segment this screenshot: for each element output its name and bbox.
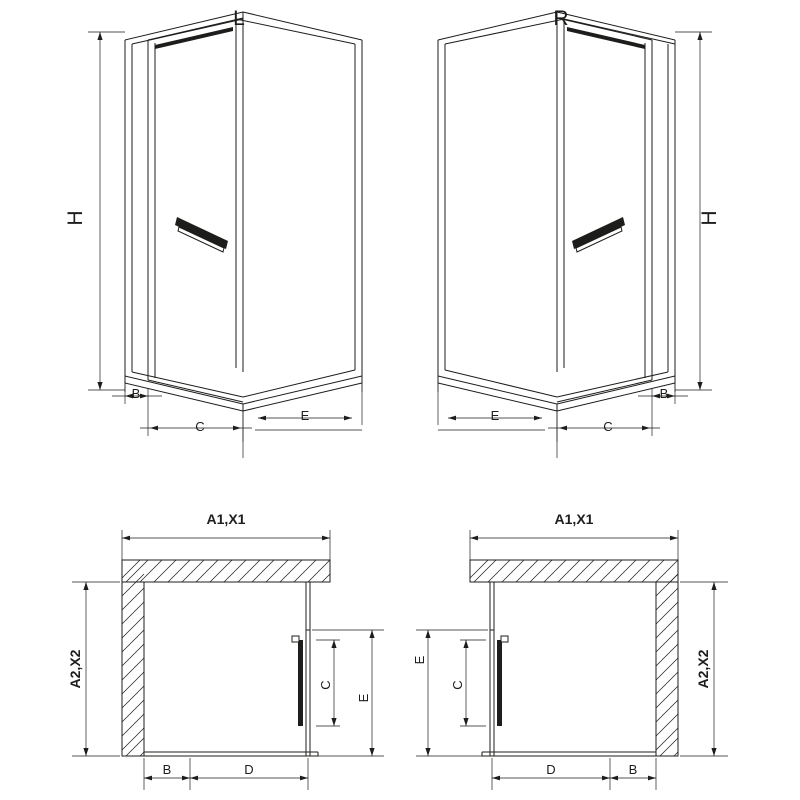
plan-right-label-d: D <box>546 762 556 777</box>
iso-left-view <box>64 7 362 458</box>
plan-left-label-e: E <box>356 693 371 703</box>
iso-right-label-e: E <box>490 408 500 423</box>
iso-right-tray <box>438 383 675 458</box>
iso-left-label-e: E <box>300 408 310 423</box>
plan-left-label-b: B <box>162 762 172 777</box>
plan-left-label-c: C <box>318 680 333 690</box>
plan-right-e-dimension <box>416 630 488 756</box>
iso-left-enclosure-frame <box>125 12 362 411</box>
plan-right-side-wall <box>656 574 678 756</box>
iso-right-view <box>438 7 721 458</box>
iso-right-enclosure-frame <box>438 12 675 411</box>
iso-left-height-dimension <box>88 32 125 390</box>
plan-right-top-wall <box>470 560 678 582</box>
plan-left-label-a1x1: A1,X1 <box>206 511 246 527</box>
plan-right-label-b: B <box>628 762 638 777</box>
plan-left-label-a2x2: A2,X2 <box>67 649 83 689</box>
iso-left-variant-label: L <box>233 7 245 30</box>
plan-left-door-leaf <box>292 636 303 726</box>
iso-left-door-handle <box>175 217 228 252</box>
iso-right-sliding-door <box>557 18 652 402</box>
plan-right-door-leaf <box>497 636 508 726</box>
plan-left-top-wall <box>122 560 330 582</box>
iso-left-tray <box>125 383 362 458</box>
iso-right-label-b: B <box>659 386 669 401</box>
plan-right-label-e: E <box>412 655 427 665</box>
plan-left-side-wall <box>122 574 144 756</box>
plan-left-label-d: D <box>244 762 254 777</box>
plan-left-e-dimension <box>312 630 384 756</box>
plan-left-view <box>67 511 384 790</box>
iso-right-label-c: C <box>603 419 613 434</box>
plan-left-a1x1-dimension <box>122 530 330 560</box>
iso-right-variant-label: R <box>553 7 569 30</box>
plan-right-a1x1-dimension <box>470 530 678 560</box>
plan-right-label-a2x2: A2,X2 <box>695 649 711 689</box>
plan-right-view <box>412 511 728 790</box>
iso-left-label-c: C <box>195 419 205 434</box>
plan-right-label-c: C <box>450 680 465 690</box>
iso-right-label-h: H <box>698 210 721 226</box>
iso-left-label-h: H <box>64 210 87 226</box>
iso-left-label-b: B <box>131 386 141 401</box>
iso-left-sliding-door <box>148 18 243 402</box>
iso-right-door-handle <box>572 217 625 252</box>
plan-right-label-a1x1: A1,X1 <box>554 511 594 527</box>
